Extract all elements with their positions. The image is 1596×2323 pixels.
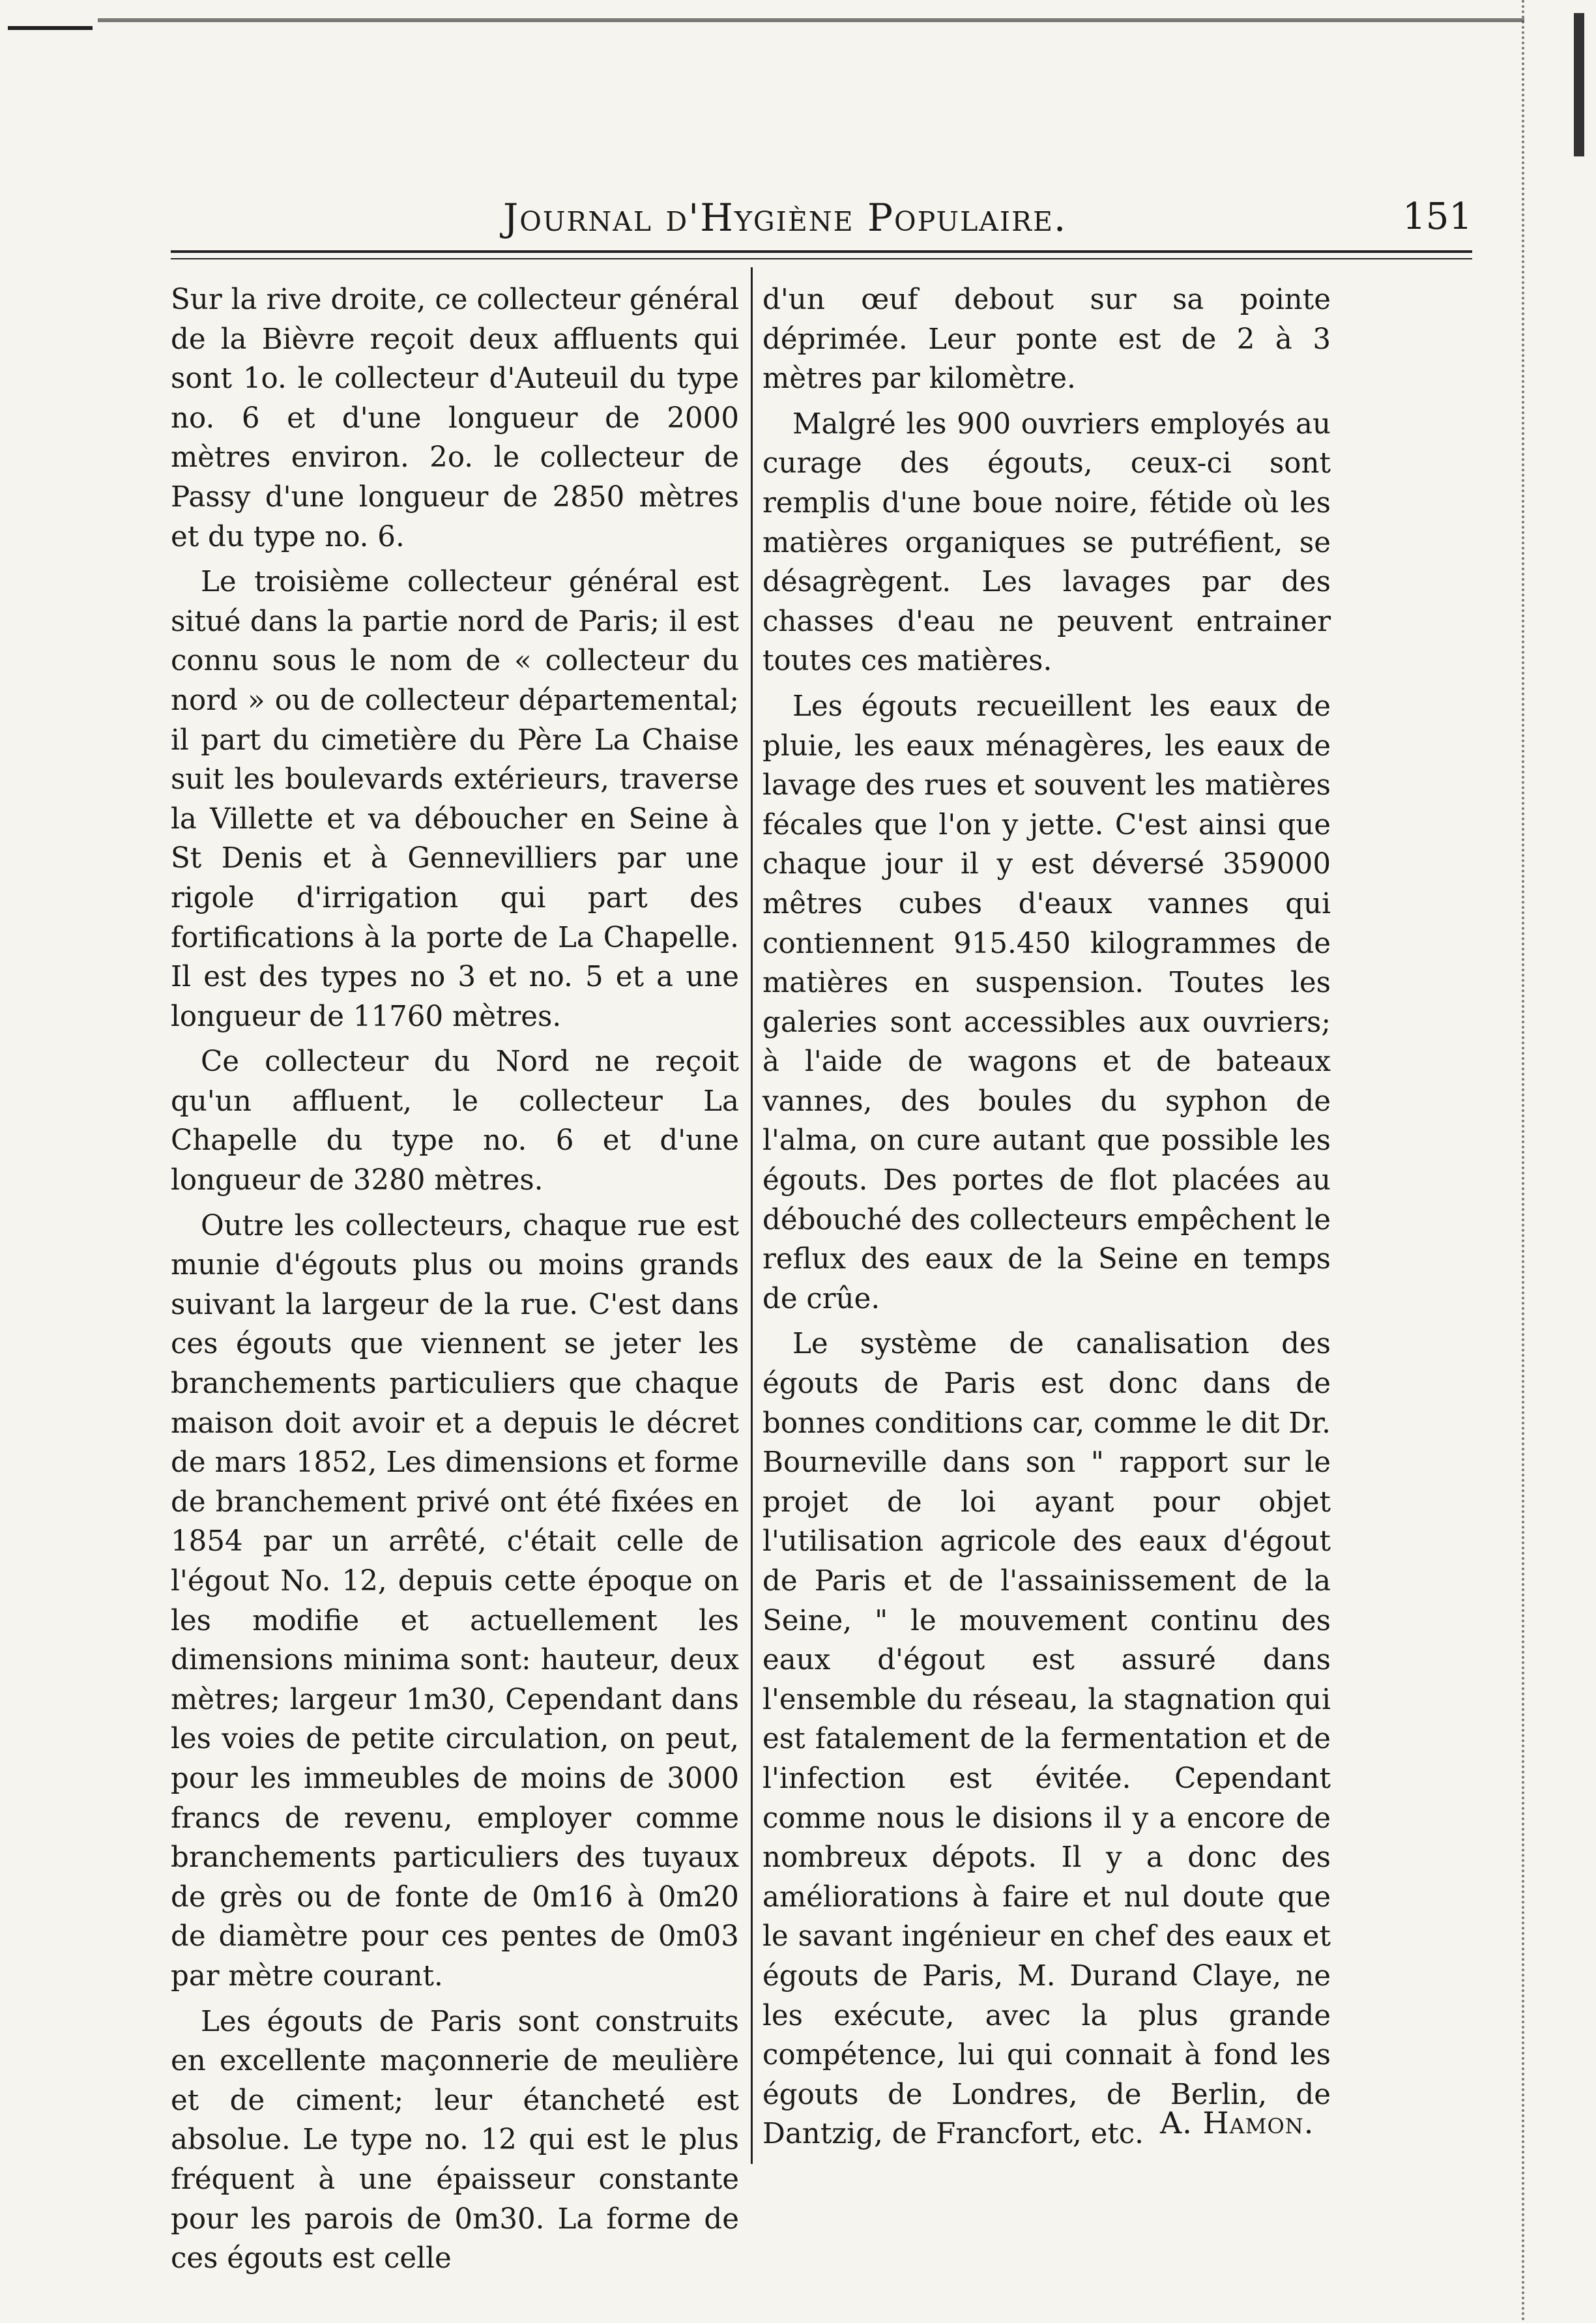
paragraph: Outre les collecteurs, chaque rue est munie d'égouts plus ou moins grands suivant la largeur de la rue. C'est dans ces égouts que viennent se jeter les branchements particuliers que chaque maison doit avoir et a depuis le décret de mars 1852, Les dimensions et forme de branchement privé ont été fixées en 1854 par un arrêté, c'était celle de l'égout No. 12, depuis cette époque on les modifie et actuellement les dimensions minima sont: hauteur, deux mètres; largeur 1m30, Cependant dans les voies de petite circulation, on peut, pour les immeubles de moins de 3000 francs de revenu, employer comme branchements particuliers des tuyaux de grès ou de fonte de 0m16 à 0m20 de diamètre pour ces pentes de 0m03 par mètre courant. — [171, 1209, 739, 1993]
paragraph: Ce collecteur du Nord ne reçoit qu'un affluent, le collecteur La Chapelle du type no. 6 et d'une longueur de 3280 mètres. — [171, 1045, 739, 1197]
header-rule-thin — [171, 258, 1472, 259]
paragraph: Le troisième collecteur général est situé dans la partie nord de Paris; il est connu sous le nom de « collecteur du nord » ou de collecteur départemental; il part du cimetière du Père La Chaise suit les boulevards extérieurs, traverse la Villette et va déboucher en Seine à St Denis et à Gennevilliers par une rigole d'irrigation qui part des fortifications à la porte de La Chapelle. Il est des types no 3 et no. 5 et a une longueur de 11760 mètres. — [171, 566, 739, 1033]
left-column — [171, 280, 739, 2285]
column-divider — [751, 267, 753, 2164]
page-number: 151 — [1402, 196, 1472, 238]
right-column — [762, 280, 1331, 2160]
binding-mark — [8, 26, 93, 82]
edge-mark — [1574, 13, 1584, 156]
paragraph: Sur la rive droite, ce collecteur général de la Bièvre reçoit deux affluents qui sont 1o. le collecteur d'Auteuil du type no. 6 et d'une longueur de 2000 mètres environ. 2o. le collecteur de Passy d'une longueur de 2850 mètres et du type no. 6. — [171, 284, 739, 553]
paragraph: Les égouts de Paris sont construits en excellente maçonnerie de meulière et de ciment; leur étancheté est absolue. Le type no. 12 qui est le plus fréquent à une épaisseur constante pour les parois de 0m30. La forme de ces égouts est celle — [171, 2005, 739, 2275]
binding-edge — [0, 0, 98, 2323]
paragraph: Le système de canalisation des égouts de Paris est donc dans de bonnes conditions car, comme le dit Dr. Bourneville dans son " rapport sur le projet de loi ayant pour objet l'utilisation agricole des eaux d'égout de Paris et de l'assainissement de la Seine, " le mouvement continu des eaux d'égout est assuré dans l'ensemble du réseau, la stagnation qui est fatalement de la fermentation et de l'infection est évitée. Cependant comme nous le disions il y a encore de nombreux dépots. Il y a donc des améliorations à faire et nul doute que le savant ingénieur en chef des eaux et égouts de Paris, M. Durand Claye, ne les exécute, avec la plus grande compétence, lui qui connait à fond les égouts de Londres, de Berlin, de Dantzig, de Francfort, etc. — [762, 1328, 1331, 2151]
header-rule-thick — [171, 250, 1472, 253]
page-edge — [1522, 0, 1596, 2323]
author-signature: A. Hamon. — [1160, 2105, 1314, 2140]
paragraph: Malgré les 900 ouvriers employés au curage des égouts, ceux-ci sont remplis d'une boue noire, fétide où les matières organiques se putréfient, se désagrègent. Les lavages par des chasses d'eau ne peuvent entrainer toutes ces matières. — [762, 407, 1331, 678]
top-scan-rule — [98, 18, 1524, 22]
running-header — [171, 196, 1472, 248]
paragraph: d'un œuf debout sur sa pointe déprimée. Leur ponte est de 2 à 3 mètres par kilomètre. — [762, 284, 1331, 396]
journal-title: Journal d'Hygiène Populaire. — [503, 196, 1067, 240]
paragraph: Les égouts recueillent les eaux de pluie, les eaux ménagères, les eaux de lavage des rues et souvent les matières fécales que l'on y jette. C'est ainsi que chaque jour il y est déversé 359000 mêtres cubes d'eaux vannes qui contiennent 915.450 kilogrammes de matières en suspension. Toutes les galeries sont accessibles aux ouvriers; à l'aide de wagons et de bateaux vannes, des boules du syphon de l'alma, on cure autant que possible les égouts. Des portes de flot placées au débouché des collecteurs empêchent le reflux des eaux de la Seine en temps de crûe. — [762, 690, 1331, 1315]
